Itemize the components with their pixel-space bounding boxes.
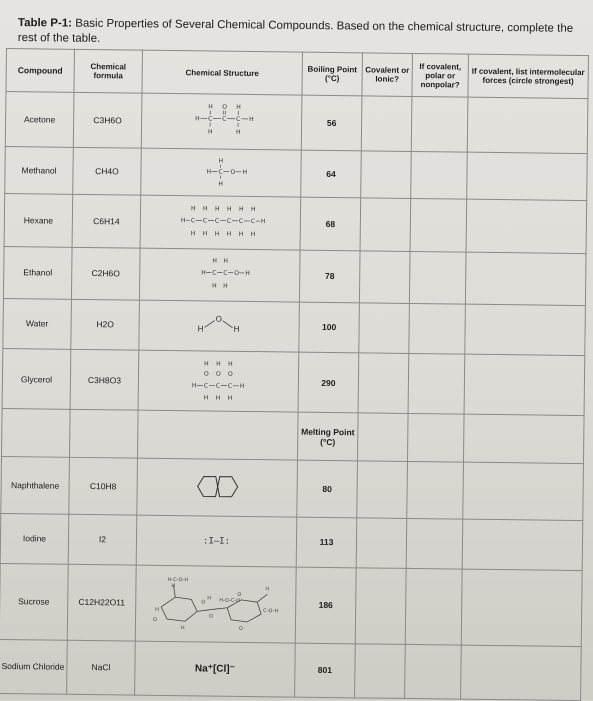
polar-answer-cell[interactable] [406, 518, 463, 569]
structure-sucrose [135, 565, 296, 643]
svg-text:H: H [245, 270, 250, 277]
compound-name: Sodium Chloride [0, 639, 67, 694]
forces-answer-cell[interactable] [466, 200, 587, 254]
svg-text:H: H [208, 104, 213, 111]
table-instructions: Basic Properties of Several Chemical Compounds. Based on the chemical structure, complete the rest of the table. [18, 18, 574, 45]
forces-answer-cell[interactable] [465, 304, 586, 355]
svg-text:H: H [155, 607, 159, 613]
polar-answer-cell[interactable] [405, 644, 462, 699]
svg-text:C: C [208, 116, 212, 123]
col-header-boiling: Boiling Point (°C) [302, 52, 363, 96]
polar-answer-cell[interactable] [407, 462, 464, 519]
svg-text:H: H [216, 360, 221, 367]
compound-name: Iodine [0, 513, 69, 564]
svg-text:O: O [238, 626, 242, 632]
compound-name: Naphthalene [1, 457, 70, 514]
formula-cell: C2H6O [71, 247, 140, 300]
table-row [5, 146, 588, 201]
col-header-formula: Chemical formula [74, 49, 143, 93]
compound-name: Acetone [5, 92, 74, 147]
polar-answer-cell[interactable] [409, 303, 466, 354]
structure-ethanol [139, 248, 300, 302]
properties-table [0, 48, 589, 701]
svg-text:H: H [260, 218, 265, 225]
forces-answer-cell[interactable] [467, 152, 588, 201]
svg-text:C: C [238, 218, 242, 225]
compound-name: Water [3, 298, 72, 349]
formula-cell: I2 [68, 514, 137, 565]
svg-text:O: O [203, 370, 208, 377]
svg-text:H: H [233, 325, 239, 334]
svg-text:O: O [201, 599, 205, 605]
svg-text:H [242, 169, 247, 176]
table-row [4, 194, 587, 253]
boiling-point: 64 [301, 150, 362, 198]
svg-text:H: H [195, 115, 200, 122]
formula-cell: C6H14 [72, 195, 141, 248]
svg-text:H: H [265, 586, 269, 592]
sucrose-structure-drawing [140, 571, 291, 635]
header-row [6, 49, 588, 100]
structure-hexane [140, 196, 301, 250]
structure-methanol [141, 148, 302, 198]
svg-text:O: O [222, 104, 227, 111]
svg-text:C: C [212, 270, 216, 277]
structure-water [139, 300, 300, 352]
structure-sodium-chloride [135, 641, 296, 697]
polar-answer-cell[interactable] [410, 199, 467, 252]
svg-text:H [201, 270, 206, 277]
col-header-forces: If covalent, list intermolecular forces (circle strongest) [468, 54, 589, 99]
svg-text:H: H [249, 116, 254, 123]
svg-text:H: H [190, 230, 195, 237]
svg-text:O: O [215, 370, 220, 377]
svg-text:C: C [250, 218, 254, 225]
svg-text:H: H [203, 394, 208, 401]
covalent-answer-cell[interactable] [359, 303, 410, 354]
melting-point: 80 [297, 460, 358, 517]
svg-text:H: H [239, 206, 244, 213]
svg-text:O: O [152, 617, 156, 623]
svg-text:O: O [209, 614, 213, 620]
covalent-answer-cell[interactable] [356, 517, 407, 568]
covalent-answer-cell[interactable] [355, 567, 406, 644]
formula-cell: C10H8 [69, 457, 138, 514]
svg-text:H: H [180, 625, 184, 631]
table-row [0, 639, 581, 701]
covalent-answer-cell[interactable] [360, 198, 411, 251]
svg-text:C: C [222, 116, 226, 123]
svg-text:H: H [206, 169, 211, 176]
table-row [2, 348, 585, 416]
svg-text:C-O-H: C-O-H [263, 608, 278, 614]
polar-answer-cell[interactable] [411, 97, 468, 152]
svg-text:H [218, 158, 223, 165]
polar-answer-cell[interactable] [411, 151, 468, 199]
svg-text:H: H [228, 360, 233, 367]
ethanol-structure-drawing [165, 253, 275, 294]
table-row [0, 513, 583, 570]
formula-cell: CH4O [73, 147, 142, 196]
methanol-structure-drawing [166, 154, 276, 189]
formula-cell: C3H8O3 [70, 349, 139, 411]
svg-text:H: H [215, 394, 220, 401]
col-header-compound: Compound [6, 49, 75, 93]
svg-text:H: H [180, 217, 185, 224]
naphthalene-structure-drawing [187, 471, 247, 502]
svg-text:H: H [214, 231, 219, 238]
svg-text:H: H [207, 129, 212, 136]
table-row [3, 298, 586, 355]
svg-text:H: H [223, 258, 228, 265]
compound-name: Ethanol [3, 246, 72, 299]
boiling-point: 56 [301, 96, 362, 151]
boiling-point: 78 [299, 250, 360, 303]
structure-naphthalene [137, 458, 298, 516]
svg-text:C: C [214, 218, 218, 225]
svg-text:H: H [239, 382, 244, 389]
svg-text:C: C [218, 169, 222, 176]
svg-text:H: H [227, 394, 232, 401]
structure-acetone [141, 94, 302, 150]
iodine-structure: :I—I: [203, 537, 230, 547]
forces-answer-cell[interactable] [465, 252, 586, 306]
table-row [5, 92, 588, 153]
melting-point: 186 [295, 567, 356, 644]
polar-answer-cell[interactable] [409, 251, 466, 304]
forces-answer-cell[interactable] [467, 98, 588, 154]
svg-text:H: H [203, 205, 208, 212]
melting-point-header-row [2, 409, 585, 464]
svg-text:H-C-O-H: H-C-O-H [167, 577, 188, 583]
svg-text:H: H [226, 231, 231, 238]
acetone-structure-drawing [166, 100, 276, 141]
svg-text:H: H [212, 258, 217, 265]
table-row [0, 563, 582, 646]
compound-name: Sucrose [0, 563, 68, 640]
forces-answer-cell[interactable] [463, 462, 584, 520]
table-label: Table P-1: [18, 17, 72, 30]
structure-glycerol [138, 350, 299, 413]
svg-text:C: C [223, 270, 227, 277]
svg-text:H: H [197, 325, 203, 334]
compound-name: Hexane [4, 194, 73, 247]
covalent-answer-cell[interactable] [357, 461, 408, 518]
svg-text:C: C [190, 217, 194, 224]
svg-text:H: H [250, 231, 255, 238]
svg-text:H: H [227, 206, 232, 213]
formula-cell: C3H6O [73, 93, 142, 148]
svg-text:H: H [235, 129, 240, 136]
covalent-answer-cell[interactable] [355, 643, 406, 698]
svg-text:H: H [171, 583, 175, 589]
formula-cell: H2O [71, 299, 140, 350]
svg-text:O: O [230, 169, 235, 176]
svg-text:C: C [203, 382, 207, 389]
covalent-answer-cell[interactable] [361, 151, 412, 199]
svg-text:C: C [236, 116, 240, 123]
table-caption [18, 16, 583, 52]
hexane-structure-drawing [160, 201, 280, 242]
col-header-covalent: Covalent or Ionic? [362, 53, 413, 97]
svg-text:H: H [223, 283, 228, 290]
forces-answer-cell[interactable] [462, 519, 583, 570]
compound-name: Glycerol [2, 348, 71, 410]
compound-name: Methanol [5, 146, 74, 195]
glycerol-structure-drawing [163, 356, 274, 403]
svg-text:C: C [215, 382, 219, 389]
covalent-answer-cell[interactable] [358, 352, 409, 413]
svg-text:H: H [207, 596, 211, 602]
svg-text:H: H [215, 206, 220, 213]
svg-text:H: H [238, 231, 243, 238]
structure-iodine [136, 515, 297, 567]
svg-text:H: H [191, 382, 196, 389]
boiling-point: 100 [299, 302, 360, 353]
melting-point: 113 [296, 517, 357, 568]
svg-text:H-O-C-H: H-O-C-H [219, 598, 240, 604]
col-header-polar: If covalent, polar or nonpolar? [412, 53, 469, 97]
svg-text:C: C [202, 217, 206, 224]
covalent-answer-cell[interactable] [359, 250, 410, 303]
svg-text:O: O [215, 315, 221, 324]
svg-text:O: O [237, 592, 241, 598]
svg-text:H: H [251, 206, 256, 213]
table-row [1, 457, 584, 521]
svg-text:H: H [191, 205, 196, 212]
polar-answer-cell[interactable] [408, 353, 465, 414]
formula-cell: NaCl [67, 640, 136, 695]
svg-text:H: H [218, 181, 223, 188]
forces-answer-cell[interactable] [461, 569, 582, 646]
svg-text:C: C [226, 218, 230, 225]
covalent-answer-cell[interactable] [361, 96, 412, 151]
svg-text:H: H [202, 230, 207, 237]
formula-cell: C12H22O11 [67, 564, 136, 641]
table-row [3, 246, 586, 305]
forces-answer-cell[interactable] [461, 645, 582, 701]
melting-point-label: Melting Point (°C) [297, 413, 358, 461]
svg-text:C: C [227, 382, 231, 389]
polar-answer-cell[interactable] [405, 568, 462, 645]
boiling-point: 68 [300, 198, 361, 251]
forces-answer-cell[interactable] [464, 354, 585, 416]
svg-text:O: O [227, 370, 232, 377]
svg-text:H: H [212, 283, 217, 290]
boiling-point: 290 [298, 352, 359, 414]
svg-text:H: H [204, 360, 209, 367]
col-header-structure: Chemical Structure [142, 50, 303, 95]
svg-text:O: O [234, 270, 239, 277]
melting-point: 801 [295, 643, 356, 698]
water-structure-drawing [189, 309, 249, 340]
nacl-structure: Na⁺[Cl]⁻ [195, 663, 235, 674]
svg-text:H: H [236, 104, 241, 111]
